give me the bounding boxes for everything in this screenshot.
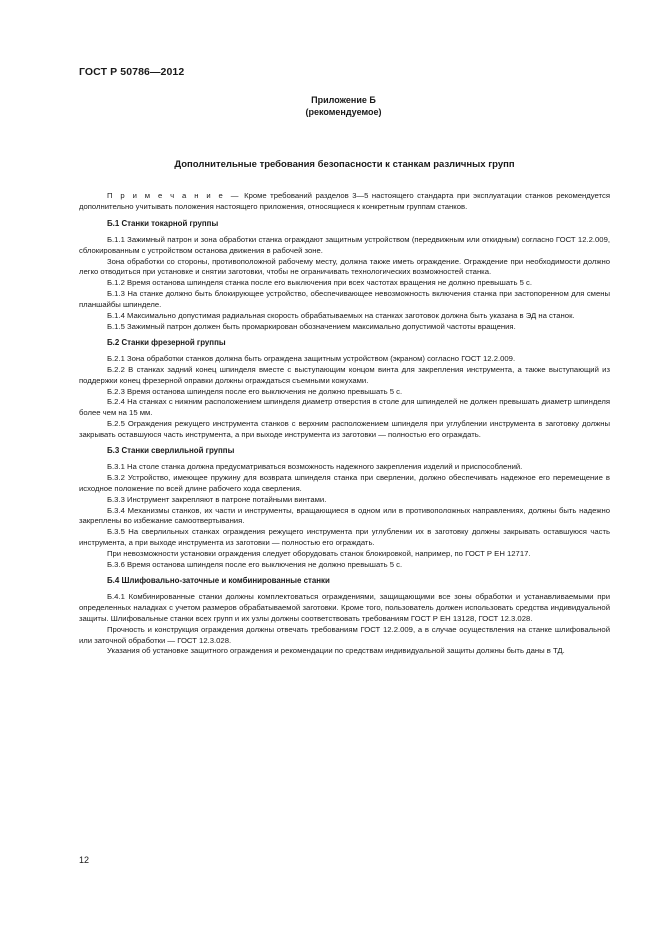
- section-paragraph: Б.3.6 Время останова шпинделя после его выключения не должно превышать 5 с.: [107, 560, 403, 570]
- section-heading: Б.1 Станки токарной группы: [107, 218, 219, 228]
- section-paragraph: Б.3.3 Инструмент закрепляют в патроне потайными винтами.: [107, 494, 327, 504]
- section-heading: Б.4 Шлифовально-заточные и комбинированные станки: [107, 576, 330, 585]
- section-paragraph: Б.1.3 На станке должно быть блокирующее устройство, обеспечивающее невозможность включения станка при застопоренном для смены планшайбы шпинделе.: [79, 289, 610, 310]
- annex-status: (рекомендуемое): [305, 107, 382, 117]
- document-header: ГОСТ Р 50786—2012: [79, 66, 185, 78]
- document-body: [79, 191, 610, 657]
- section-paragraph: Б.3.2 Устройство, имеющее пружину для возврата шпинделя станка при сверлении, должно обеспечивать надежное его перемещение в исходное положение по всей длине рабочего хода сверления.: [79, 472, 610, 493]
- section-paragraph: Б.3.4 Механизмы станков, их части и инструменты, вращающиеся в одном или в противоположных направлениях, должны быть надежно закреплены во избежание самоотвертывания.: [79, 505, 610, 526]
- section-paragraph: Б.1.2 Время останова шпинделя станка после его выключения при всех частотах вращения не должно превышать 5 с.: [107, 278, 533, 288]
- section-paragraph: Прочность и конструкция ограждения должны отвечать требованиям ГОСТ 12.2.009, а в случае осуществления на станке шлифовальной или заточной обработки — ГОСТ 12.3.028.: [79, 624, 610, 645]
- section-paragraph: Б.2.2 В станках задний конец шпинделя вместе с выступающим концом винта для закрепления инструмента, а также выступающий из поддержки конец фрезерной оправки должны ограждаться съемными кожухами.: [79, 364, 610, 385]
- section-paragraph: Б.1.4 Максимально допустимая радиальная скорость обрабатываемых на станках заготовок должна быть указана в ЭД на станок.: [107, 311, 575, 321]
- page-number: 12: [79, 855, 90, 865]
- section-paragraph: Зона обработки со стороны, противоположной рабочему месту, должна также иметь ограждение. Ограждение при необходимости должно легко отводиться при установке и снятии заготовки, чтобы не ограничивать технологических возможностей станка.: [79, 256, 610, 277]
- section-paragraph: Б.2.5 Ограждения режущего инструмента станков с верхним расположением шпинделя при углублении инструмента в заготовку должны закрывать оставшуюся часть инструмента, а при выходе инструмента из заготовки — полностью его ограждать.: [79, 419, 610, 440]
- section-paragraph: Б.2.1 Зона обработки станков должна быть ограждена защитным устройством (экраном) согласно ГОСТ 12.2.009.: [107, 353, 516, 363]
- note-label: П р и м е ч а н и е —: [107, 191, 241, 200]
- section-paragraph: Б.1.5 Зажимный патрон должен быть промаркирован обозначением максимально допустимой частоты вращения.: [107, 321, 516, 331]
- note-paragraph: [79, 191, 610, 213]
- section-heading: Б.3 Станки сверлильной группы: [107, 446, 235, 456]
- annex-title: Приложение Б: [311, 95, 376, 105]
- note-text: Кроме требований разделов 3—5 настоящего стандарта при эксплуатации станков рекомендуется дополнительно учитывать положения настоящего приложения, относящиеся к конкретным группам станков.: [79, 191, 610, 211]
- annex-main-title: Дополнительные требования безопасности к станкам различных групп: [174, 159, 515, 170]
- section-paragraph: Б.2.4 На станках с нижним расположением шпинделя диаметр отверстия в столе для шпинделей не должен превышать диаметр шпинделя более чем на 15 мм.: [79, 397, 610, 418]
- section-paragraph: Указания об установке защитного ограждения и рекомендации по средствам индивидуальной защиты должны быть даны в ТД.: [107, 646, 565, 656]
- section-paragraph: Б.4.1 Комбинированные станки должны комплектоваться ограждениями, защищающими все зоны обработки и устанавливаемыми при определенных наладках с учетом размеров обрабатываемой заготовки. Кроме того, пользователь должен использовать средства индивидуальной защиты. Шлифовальные станки всех групп и их узлы должны соответствовать требованиям ГОСТ Р ЕН 13128, ГОСТ 12.3.028.: [79, 591, 610, 623]
- section-paragraph: Б.3.5 На сверлильных станках ограждения режущего инструмента при углублении их в заготовку должны закрывать оставшуюся часть инструмента, а при выходе инструмента из заготовки — полностью его ограждать.: [79, 527, 610, 548]
- section-heading: Б.2 Станки фрезерной группы: [107, 337, 226, 347]
- section-paragraph: При невозможности установки ограждения следует оборудовать станок блокировкой, например, по ГОСТ Р ЕН 12717.: [107, 549, 531, 559]
- section-paragraph: Б.3.1 На столе станка должна предусматриваться возможность надежного закрепления изделий и приспособлений.: [107, 461, 523, 471]
- section-paragraph: Б.2.3 Время останова шпинделя после его выключения не должно превышать 5 с.: [107, 386, 403, 396]
- annex-heading: [0, 94, 661, 118]
- section-paragraph: Б.1.1 Зажимный патрон и зона обработки станка ограждают защитным устройством (передвижным или откидным) согласно ГОСТ 12.2.009, сблокированным с устройством останова движения в рабочей зоне.: [79, 234, 610, 255]
